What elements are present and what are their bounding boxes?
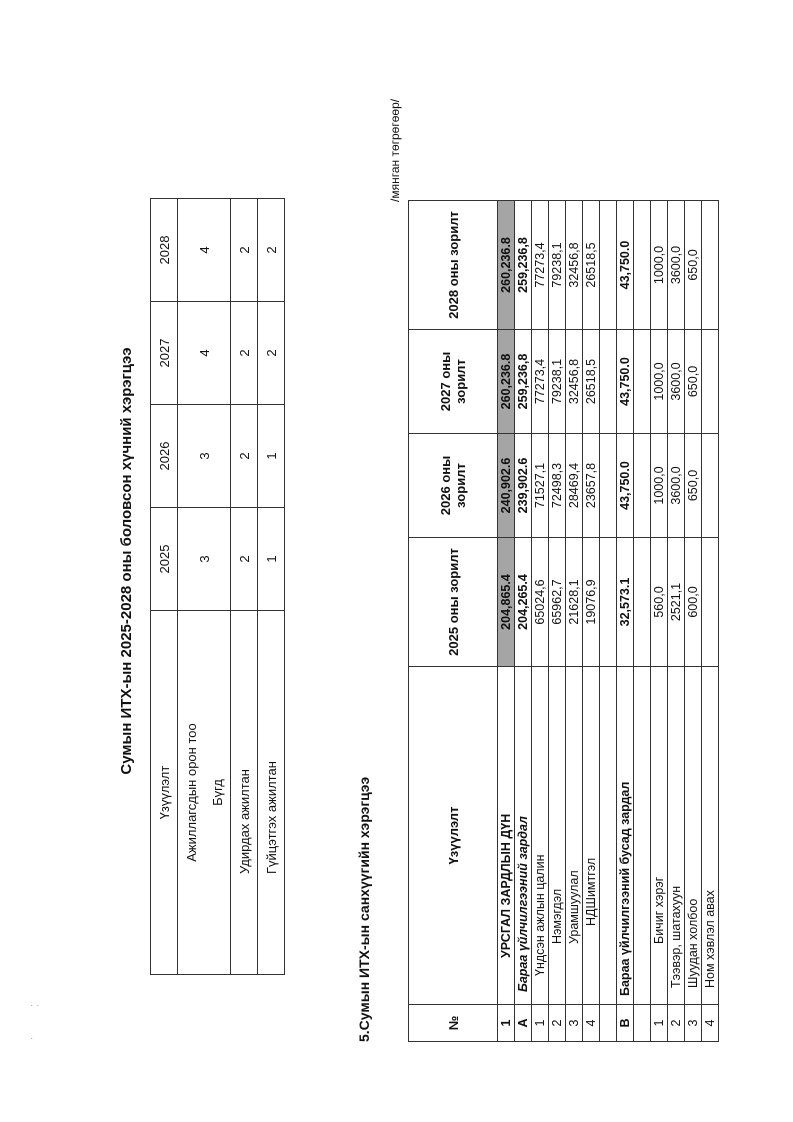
cell: 32456,8	[566, 330, 583, 434]
cell: 2	[231, 508, 258, 611]
row-number: 1	[498, 1005, 515, 1042]
row-label: Бүгд	[204, 611, 231, 975]
cell: 1000,0	[651, 434, 668, 538]
cell: 3600,0	[668, 434, 685, 538]
row-number: 4	[583, 1005, 600, 1042]
cell	[634, 434, 651, 538]
cell: 19076,9	[583, 538, 600, 667]
cell: 204,865.4	[498, 538, 515, 667]
header-cell: 2025	[151, 508, 178, 611]
row-label: Ном хэвлэл авах	[702, 667, 719, 1005]
row-label: УРСГАЛ ЗАРДЛЫН ДҮН	[498, 667, 515, 1005]
row-number: 3	[566, 1005, 583, 1042]
header-cell: 2026	[151, 405, 178, 508]
cell: 2	[231, 405, 258, 508]
cell: 260,236.8	[498, 201, 515, 330]
row-label: Үндсэн ажлын цалин	[532, 667, 549, 1005]
row-number: 2	[549, 1005, 566, 1042]
finance-table	[408, 200, 719, 1042]
cell: 43,750.0	[617, 201, 634, 330]
header-cell: 2027 оны зорилт	[409, 330, 498, 434]
cell	[702, 538, 719, 667]
finance-title: 5.Сумын ИТХ-ын санхүүгийн хэрэгцээ	[356, 776, 372, 1042]
header-cell: Үзүүлэлт	[409, 667, 498, 1005]
cell: 72498,3	[549, 434, 566, 538]
cell: 4	[178, 302, 231, 405]
header-cell: №	[409, 1005, 498, 1042]
cell: 1000,0	[651, 330, 668, 434]
cell	[702, 201, 719, 330]
cell: 28469,4	[566, 434, 583, 538]
cell: 239,902.6	[515, 434, 532, 538]
table-row	[702, 201, 719, 1042]
cell: 32,573.1	[617, 538, 634, 667]
cell: 79238,1	[549, 201, 566, 330]
cell: 3	[178, 405, 231, 508]
row-label: Нэмэгдэл	[549, 667, 566, 1005]
cell: 2	[258, 302, 285, 405]
table-row	[515, 201, 532, 1042]
cell: 4	[178, 199, 231, 302]
table-row	[634, 201, 651, 1042]
cell: 650,0	[685, 434, 702, 538]
table-row	[258, 199, 285, 975]
cell: 600,0	[685, 538, 702, 667]
cell: 2	[231, 199, 258, 302]
cell: 43,750.0	[617, 330, 634, 434]
row-number: 3	[685, 1005, 702, 1042]
table-row	[498, 201, 515, 1042]
row-label: Шуудан холбоо	[685, 667, 702, 1005]
cell: 43,750.0	[617, 434, 634, 538]
header-cell: Үзүүлэлт	[151, 611, 178, 975]
row-label: Удирдах ажилтан	[231, 611, 258, 975]
cell: 23657,8	[583, 434, 600, 538]
finance-header-row	[409, 201, 498, 1042]
cell	[600, 434, 617, 538]
workforce-table	[150, 198, 285, 975]
cell: 240,902.6	[498, 434, 515, 538]
cell: 3	[178, 508, 231, 611]
table-row	[178, 199, 205, 975]
table-row	[617, 201, 634, 1042]
row-number: В	[617, 1005, 634, 1042]
cell: 77273,4	[532, 330, 549, 434]
cell: 26518,5	[583, 330, 600, 434]
row-number: 4	[702, 1005, 719, 1042]
table-row	[651, 201, 668, 1042]
cell	[634, 330, 651, 434]
cell: 2	[258, 199, 285, 302]
cell: 3600,0	[668, 201, 685, 330]
cell: 560,0	[651, 538, 668, 667]
row-label: НДШимтгэл	[583, 667, 600, 1005]
cell: 1	[258, 405, 285, 508]
workforce-title: Сумын ИТХ-ын 2025-2028 оны боловсон хүчний хэрэгцээ	[118, 347, 135, 775]
cell	[634, 201, 651, 330]
cell: 1	[258, 508, 285, 611]
table-row	[668, 201, 685, 1042]
scan-marks: · · ·	[30, 1000, 40, 1044]
cell: 26518,5	[583, 201, 600, 330]
table-row	[600, 201, 617, 1042]
table-row	[583, 201, 600, 1042]
table-row	[685, 201, 702, 1042]
cell	[702, 330, 719, 434]
header-cell: 2028	[151, 199, 178, 302]
header-cell: 2027	[151, 302, 178, 405]
cell: 71527,1	[532, 434, 549, 538]
row-label: Бараа үйлчилгээний бусад зардал	[617, 667, 634, 1005]
row-label: Тээвэр, шатахуун	[668, 667, 685, 1005]
row-number	[634, 1005, 651, 1042]
cell: 260,236.8	[498, 330, 515, 434]
row-number: 1	[651, 1005, 668, 1042]
table-row	[549, 201, 566, 1042]
header-cell: 2025 оны зорилт	[409, 538, 498, 667]
unit-note: /мянган төгрөгөөр/	[388, 98, 402, 202]
row-label: Бараа үйлчилгээний зардал	[515, 667, 532, 1005]
row-number: 1	[532, 1005, 549, 1042]
cell: 77273,4	[532, 201, 549, 330]
cell: 2521,1	[668, 538, 685, 667]
cell: 21628,1	[566, 538, 583, 667]
cell	[600, 330, 617, 434]
cell	[600, 538, 617, 667]
row-label	[634, 667, 651, 1005]
cell: 2	[231, 302, 258, 405]
cell: 65024,6	[532, 538, 549, 667]
table-row	[231, 199, 258, 975]
row-number: 2	[668, 1005, 685, 1042]
row-label	[600, 667, 617, 1005]
row-number	[600, 1005, 617, 1042]
cell: 65962,7	[549, 538, 566, 667]
cell: 1000,0	[651, 201, 668, 330]
header-cell: 2026 оны зорилт	[409, 434, 498, 538]
cell	[600, 201, 617, 330]
cell	[702, 434, 719, 538]
cell: 79238,1	[549, 330, 566, 434]
row-label: Гүйцэтгэх ажилтан	[258, 611, 285, 975]
row-label: Ажиллагсдын орон тоо	[178, 611, 205, 975]
row-label: Урамшуулал	[566, 667, 583, 1005]
cell	[634, 538, 651, 667]
cell: 204,265.4	[515, 538, 532, 667]
row-number: А	[515, 1005, 532, 1042]
row-label: Бичиг хэрэг	[651, 667, 668, 1005]
cell: 259,236,8	[515, 201, 532, 330]
cell: 650,0	[685, 201, 702, 330]
cell: 32456,8	[566, 201, 583, 330]
table-row	[566, 201, 583, 1042]
cell: 259,236,8	[515, 330, 532, 434]
cell: 3600,0	[668, 330, 685, 434]
cell: 650,0	[685, 330, 702, 434]
table-row	[532, 201, 549, 1042]
header-cell: 2028 оны зорилт	[409, 201, 498, 330]
workforce-header-row	[151, 199, 178, 975]
